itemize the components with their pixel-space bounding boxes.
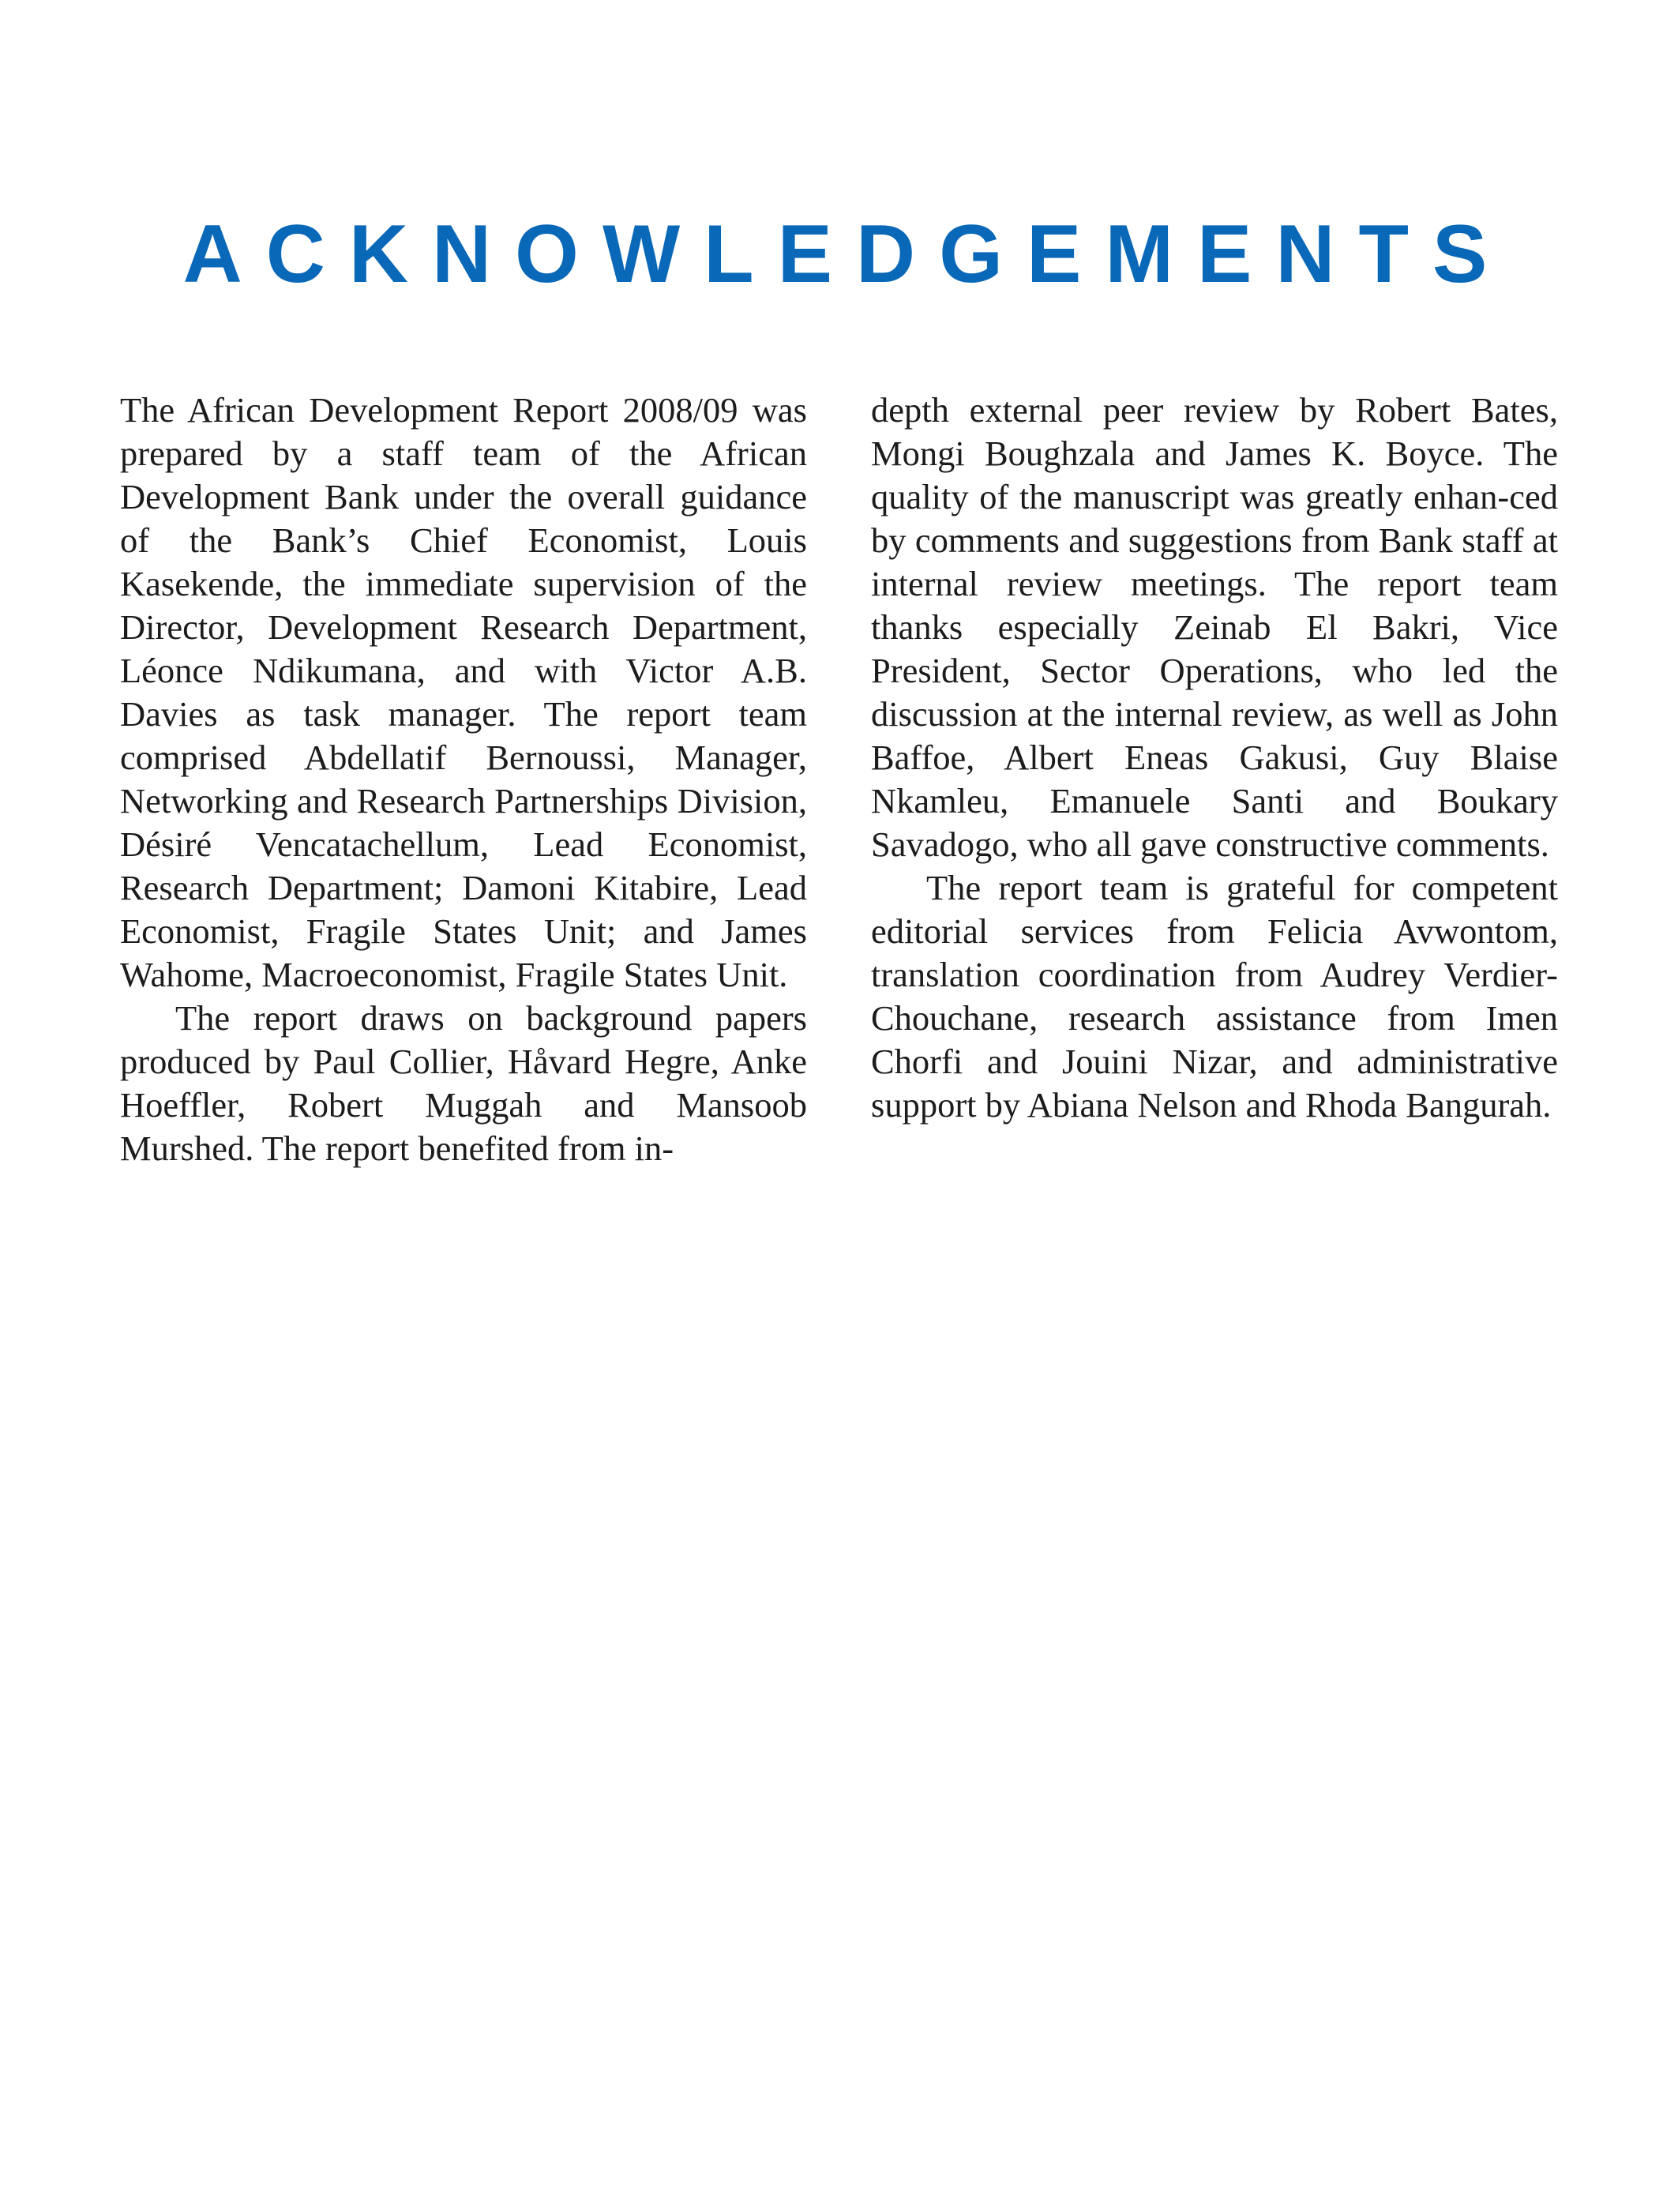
page-title: ACKNOWLEDGEMENTS <box>182 208 1511 300</box>
paragraph-background-papers: The report draws on background papers produced by Paul Collier, Håvard Hegre, Anke Hoeffler, Robert Muggah and Mansoob Murshed. The report benefited from in- <box>120 998 807 1168</box>
left-column <box>120 389 807 1170</box>
right-column <box>871 389 1558 1127</box>
paragraph-preparation: The African Development Report 2008/09 was prepared by a staff team of the African Development Bank under the overall guidance of the Bank’s Chief Economist, Louis Kasekende, the immediate supervision of the Director, Development Research Department, Léonce Ndikumana, and with Victor A.B. Davies as task manager. The report team comprised Abdellatif Bernoussi, Manager, Networking and Research Partnerships Division, Désiré Vencatachellum, Lead Economist, Research Department; Damoni Kitabire, Lead Economist, Fragile States Unit; and James Wahome, Macroeconomist, Fragile States Unit. <box>120 390 807 994</box>
paragraph-peer-review: depth external peer review by Robert Bates, Mongi Boughzala and James K. Boyce. The quality of the manuscript was greatly enhan-ced by comments and suggestions from Bank staff at internal review meetings. The report team thanks especially Zeinab El Bakri, Vice President, Sector Operations, who led the discussion at the internal review, as well as John Baffoe, Albert Eneas Gakusi, Guy Blaise Nkamleu, Emanuele Santi and Boukary Savadogo, who all gave constructive comments. <box>871 390 1558 864</box>
paragraph-editorial-services: The report team is grateful for competent editorial services from Felicia Avwontom, translation coordination from Audrey Verdier-Chouchane, research assistance from Imen Chorfi and Jouini Nizar, and administrative support by Abiana Nelson and Rhoda Bangurah. <box>871 868 1558 1125</box>
